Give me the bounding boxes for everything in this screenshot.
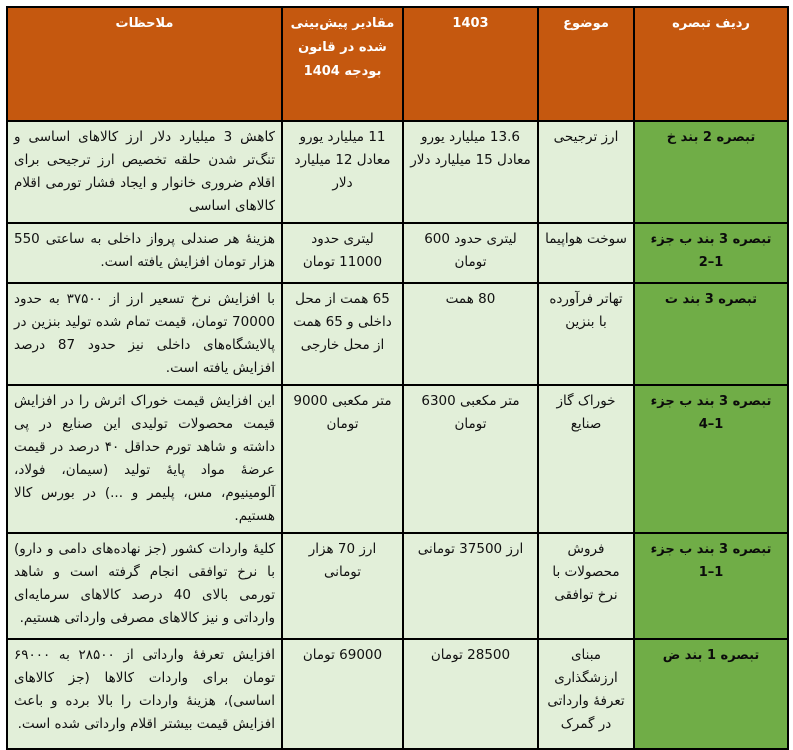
row-1404-cell: لیتری حدود 11000 تومان bbox=[282, 223, 403, 283]
row-subject-cell: سوخت هواپیما bbox=[538, 223, 634, 283]
header-row bbox=[7, 7, 788, 121]
row-ref-cell: تبصره 3 بند ب جزء 1–2 bbox=[634, 223, 788, 283]
row-1404-cell: ارز 70 هزار تومانی bbox=[282, 533, 403, 639]
row-ref-cell: تبصره 3 بند ب جزء 1–4 bbox=[634, 385, 788, 533]
row-ref-cell: تبصره 3 بند ب جزء 1–1 bbox=[634, 533, 788, 639]
row-notes-cell: کلیهٔ واردات کشور (جز نهاده‌های دامی و دارو) با نرخ توافقی انجام گرفته است و شاهد تورمی بالای 40 درصد کالاهای سرمایه‌ای وارداتی و نیز کالاهای مصرفی وارداتی هستیم. bbox=[7, 533, 282, 639]
row-1403-cell: 80 همت bbox=[403, 283, 538, 385]
row-1404-cell: 69000 تومان bbox=[282, 639, 403, 749]
row-ref-cell: تبصره 3 بند ت bbox=[634, 283, 788, 385]
row-1404-cell: 11 میلیارد یورو معادل 12 میلیارد دلار bbox=[282, 121, 403, 223]
row-1404-cell: متر مکعبی 9000 تومان bbox=[282, 385, 403, 533]
row-notes-cell: کاهش 3 میلیارد دلار ارز کالاهای اساسی و تنگ‌تر شدن حلقه تخصیص ارز ترجیحی برای اقلام ضروری خانوار و ایجاد فشار تورمی اقلام کالاهای اساسی bbox=[7, 121, 282, 223]
header-notes: ملاحظات bbox=[7, 7, 282, 121]
row-subject-cell: تهاتر فرآورده با بنزین bbox=[538, 283, 634, 385]
row-1403-cell: 28500 تومان bbox=[403, 639, 538, 749]
row-subject-cell: مبنای ارزشگذاری تعرفهٔ وارداتی در گمرک bbox=[538, 639, 634, 749]
row-notes-cell: با افزایش نرخ تسعیر ارز از ۳۷۵۰۰ به حدود 70000 تومان، قیمت تمام شده تولید بنزین در پالایشگاه‌های داخلی نیز حدود 87 درصد افزایش یافته است. bbox=[7, 283, 282, 385]
row-1404-cell: 65 همت از محل داخلی و 65 همت از محل خارجی bbox=[282, 283, 403, 385]
row-notes-cell: این افزایش قیمت خوراک اثرش را در افزایش قیمت محصولات تولیدی این صنایع در پی داشته و شاهد تورم حداقل ۴۰ درصد در قیمت عرضهٔ مواد پایهٔ تولید (سیمان، فولاد، آلومینیوم، مس، پلیمر و ...) در بورس کالا هستیم. bbox=[7, 385, 282, 533]
row-1403-cell: متر مکعبی 6300 تومان bbox=[403, 385, 538, 533]
table-row bbox=[7, 121, 788, 223]
budget-comparison-table bbox=[6, 6, 789, 750]
header-subject: موضوع bbox=[538, 7, 634, 121]
row-notes-cell: هزینهٔ هر صندلی پرواز داخلی به ساعتی 550 هزار تومان افزایش یافته است. bbox=[7, 223, 282, 283]
header-1404-forecast: مقادیر پیش‌بینی شده در قانون بودجه 1404 bbox=[282, 7, 403, 121]
row-1403-cell: لیتری حدود 600 تومان bbox=[403, 223, 538, 283]
row-notes-cell: افزایش تعرفهٔ وارداتی از ۲۸۵۰۰ به ۶۹۰۰۰ تومان برای واردات کالاها (جز کالاهای اساسی)، هزینهٔ واردات را بالا برده و باعث افزایش قیمت بیشتر اقلام وارداتی شده است. bbox=[7, 639, 282, 749]
header-1403: 1403 bbox=[403, 7, 538, 121]
table-row bbox=[7, 223, 788, 283]
row-1403-cell: ارز 37500 تومانی bbox=[403, 533, 538, 639]
table-row bbox=[7, 533, 788, 639]
row-subject-cell: ارز ترجیحی bbox=[538, 121, 634, 223]
table-row bbox=[7, 385, 788, 533]
table-row bbox=[7, 283, 788, 385]
row-subject-cell: خوراک گاز صنایع bbox=[538, 385, 634, 533]
row-1403-cell: 13.6 میلیارد یورو معادل 15 میلیارد دلار bbox=[403, 121, 538, 223]
header-row-ref: ردیف تبصره bbox=[634, 7, 788, 121]
row-ref-cell: تبصره 2 بند خ bbox=[634, 121, 788, 223]
row-subject-cell: فروش محصولات با نرخ توافقی bbox=[538, 533, 634, 639]
row-ref-cell: تبصره 1 بند ض bbox=[634, 639, 788, 749]
table-row bbox=[7, 639, 788, 749]
